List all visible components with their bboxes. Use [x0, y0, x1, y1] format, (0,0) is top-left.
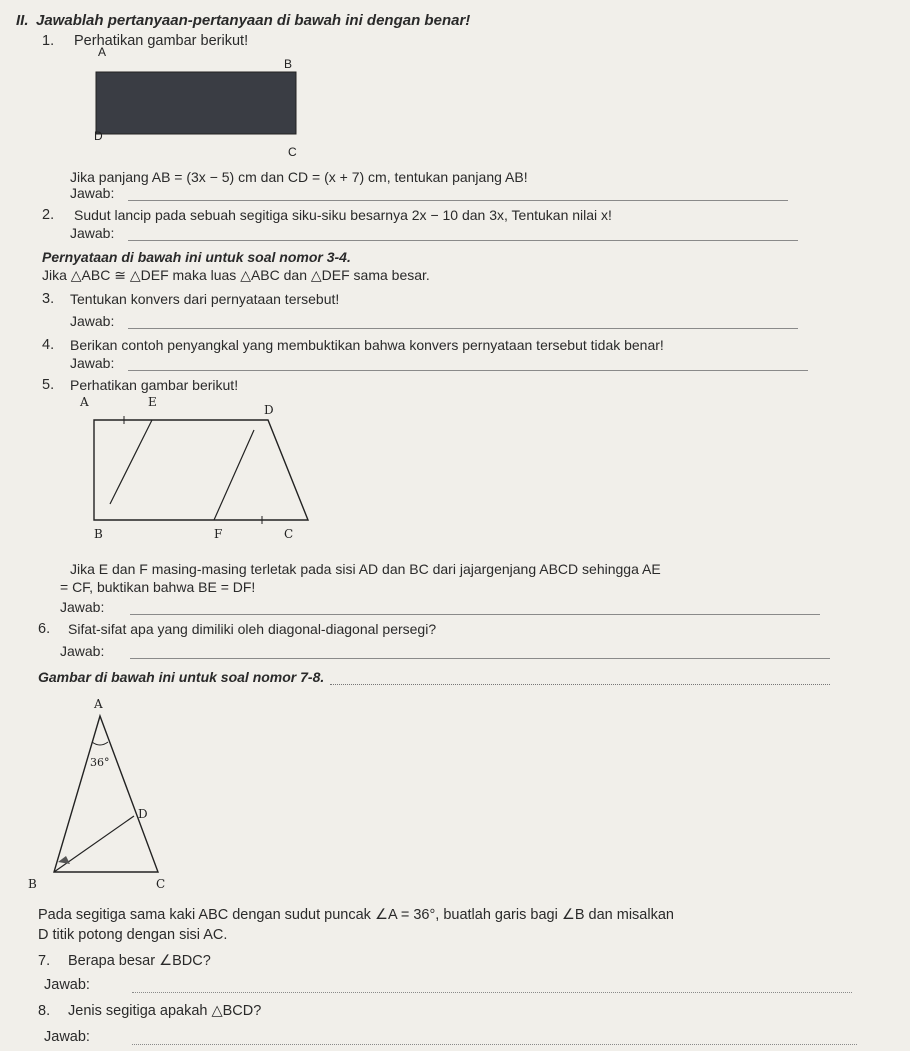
- q4-answer-label: Jawab:: [70, 355, 115, 371]
- q1-prompt: Perhatikan gambar berikut!: [74, 33, 249, 49]
- figure5-label-d: D: [264, 403, 274, 417]
- isosceles-triangle-figure: [28, 694, 198, 894]
- q6-answer-line[interactable]: [130, 658, 830, 659]
- rectangle-abcd-figure: [88, 44, 308, 159]
- statement-text: Jika △ABC ≅ △DEF maka luas △ABC dan △DEF sama besar.: [42, 267, 430, 283]
- figure5-label-e: E: [148, 395, 157, 409]
- triangle-label-b: B: [28, 877, 37, 891]
- q1-number: 1.: [42, 33, 55, 49]
- q4-question: Berikan contoh penyangkal yang membuktikan bahwa konvers pernyataan tersebut tidak benar!: [70, 337, 664, 353]
- q5-number: 5.: [42, 377, 55, 393]
- q3-answer-label: Jawab:: [70, 313, 115, 329]
- q2-number: 2.: [42, 207, 55, 223]
- q5-answer-line[interactable]: [130, 614, 820, 615]
- q3-question: Tentukan konvers dari pernyataan tersebut!: [70, 291, 340, 307]
- parallelogram-shape: [94, 420, 308, 520]
- q2-answer-label: Jawab:: [70, 225, 115, 241]
- q6-answer-label: Jawab:: [60, 643, 105, 659]
- figure5-label-b: B: [94, 527, 103, 541]
- bisector-bd: [54, 816, 134, 872]
- figure1-label-a: A: [98, 45, 107, 59]
- triangle-angle-label: 36°: [90, 756, 110, 769]
- q8-question: Jenis segitiga apakah △BCD?: [68, 1003, 262, 1019]
- q4-answer-line[interactable]: [128, 370, 808, 371]
- base-angle-mark: [58, 856, 70, 864]
- figure5-label-a: A: [80, 395, 89, 409]
- q2-question: Sudut lancip pada sebuah segitiga siku-siku besarnya 2x − 10 dan 3x, Tentukan nilai x!: [74, 207, 612, 223]
- segment-be: [110, 420, 152, 504]
- q7-number: 7.: [38, 953, 51, 969]
- figure1-label-b: B: [284, 57, 293, 71]
- figure1-label-d: D: [94, 129, 103, 143]
- q7-question: Berapa besar ∠BDC?: [68, 953, 211, 969]
- apex-angle-arc: [92, 742, 108, 745]
- q5-question-line2: = CF, buktikan bahwa BE = DF!: [60, 579, 256, 595]
- figure-heading: Gambar di bawah ini untuk soal nomor 7-8.: [38, 669, 325, 685]
- q6-question: Sifat-sifat apa yang dimiliki oleh diagonal-diagonal persegi?: [68, 621, 437, 637]
- q8-answer-label: Jawab:: [44, 1029, 90, 1045]
- context-line1: Pada segitiga sama kaki ABC dengan sudut puncak ∠A = 36°, buatlah garis bagi ∠B dan misalkan: [38, 907, 674, 923]
- q5-prompt: Perhatikan gambar berikut!: [70, 377, 239, 393]
- q7-answer-line[interactable]: [132, 992, 852, 993]
- figure-heading-dotted-line: [330, 684, 830, 685]
- context-line2: D titik potong dengan sisi AC.: [38, 927, 228, 943]
- section-number: II.: [16, 12, 29, 29]
- parallelogram-abcd-figure: [72, 392, 332, 552]
- triangle-shape: [54, 716, 158, 872]
- q8-number: 8.: [38, 1003, 51, 1019]
- triangle-label-a: A: [94, 697, 103, 711]
- triangle-label-c: C: [156, 877, 166, 891]
- q1-answer-label: Jawab:: [70, 185, 115, 201]
- figure5-label-c: C: [284, 527, 294, 541]
- figure1-label-c: C: [288, 145, 297, 159]
- q3-number: 3.: [42, 291, 55, 307]
- q6-number: 6.: [38, 621, 51, 637]
- q8-answer-line[interactable]: [132, 1044, 857, 1045]
- figure5-label-f: F: [214, 527, 223, 541]
- section-instruction: Jawablah pertanyaan-pertanyaan di bawah ini dengan benar!: [36, 12, 471, 29]
- statement-heading: Pernyataan di bawah ini untuk soal nomor 3-4.: [42, 249, 351, 265]
- segment-df: [214, 430, 254, 520]
- q7-answer-label: Jawab:: [44, 977, 90, 993]
- q1-answer-line[interactable]: [128, 200, 788, 201]
- triangle-label-d: D: [138, 807, 148, 821]
- q2-answer-line[interactable]: [128, 240, 798, 241]
- q4-number: 4.: [42, 337, 55, 353]
- q5-question-line1: Jika E dan F masing-masing terletak pada sisi AD dan BC dari jajargenjang ABCD sehingga AE: [70, 561, 661, 577]
- q1-question: Jika panjang AB = (3x − 5) cm dan CD = (x + 7) cm, tentukan panjang AB!: [70, 169, 528, 185]
- q5-answer-label: Jawab:: [60, 599, 105, 615]
- rectangle-shape: [96, 72, 296, 134]
- q3-answer-line[interactable]: [128, 328, 798, 329]
